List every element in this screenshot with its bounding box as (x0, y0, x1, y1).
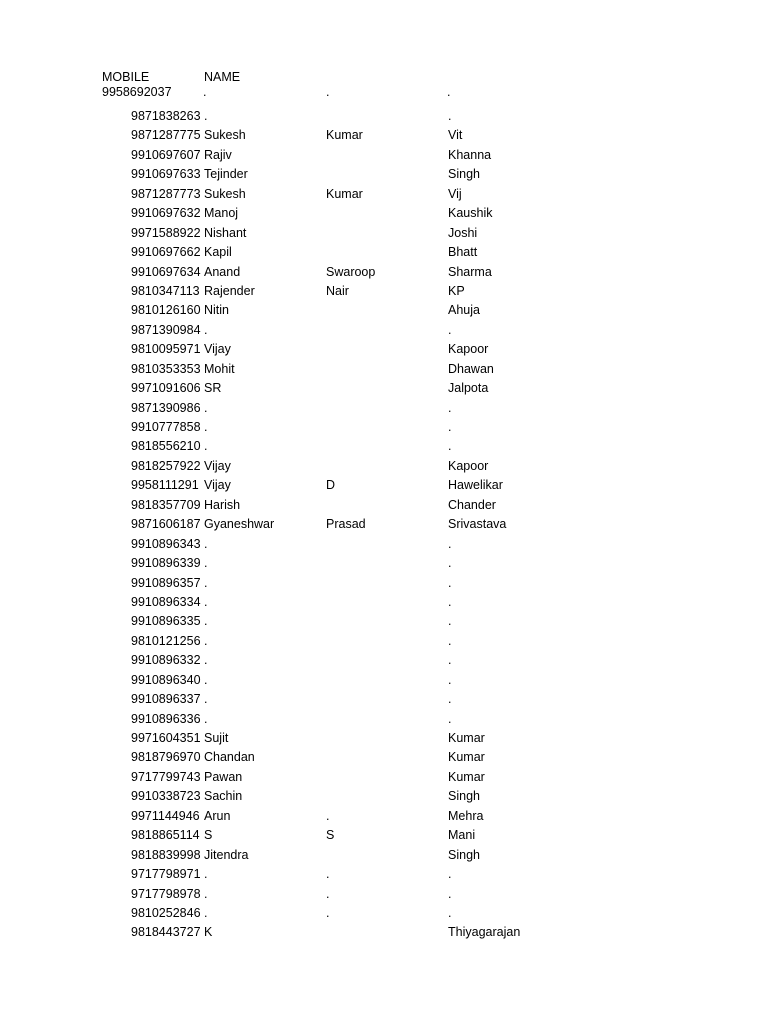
first-name-cell: . (204, 867, 208, 882)
mobile-cell: 9910896336 (131, 711, 201, 726)
mobile-cell: 9717799743 (131, 769, 201, 784)
mobile-cell: 9871838263 (131, 109, 201, 123)
last-name-cell: Singh (448, 789, 480, 804)
first-name-cell: . (204, 614, 208, 629)
first-name-cell: Kapil (204, 245, 232, 260)
last-name-cell: . (448, 653, 452, 668)
table-row (131, 418, 631, 437)
table-row (131, 165, 631, 184)
table-row (131, 748, 631, 767)
mobile-cell: 9871287775 (131, 128, 201, 143)
last-name-cell: . (448, 439, 452, 454)
mobile-cell: 9818443727 (131, 925, 201, 940)
table-row (131, 729, 631, 748)
last-name-cell: . (448, 672, 452, 687)
table-row (131, 885, 631, 904)
mobile-cell: 9818796970 (131, 750, 201, 765)
table-row (131, 710, 631, 729)
table-row (131, 807, 631, 826)
table-row (131, 826, 631, 845)
table-row (131, 593, 631, 612)
mobile-cell: 9910777858 (131, 420, 201, 434)
first-name-cell: Sachin (204, 789, 243, 804)
last-name-cell: . (448, 322, 452, 337)
table-row (131, 437, 631, 456)
mobile-cell: 9910896332 (131, 653, 201, 668)
mobile-cell: 9810252846 (131, 905, 201, 920)
last-name-cell: Kaushik (448, 206, 493, 221)
mobile-cell: 9910697632 (131, 206, 201, 221)
middle-name-cell: D (326, 478, 336, 493)
middle-name-cell: . (326, 867, 330, 882)
mobile-cell: 9717798978 (131, 886, 201, 901)
mobile-cell: 9910896343 (131, 536, 201, 551)
mobile-cell: 9818865114 (131, 828, 200, 843)
first-name-cell: Tejinder (204, 167, 248, 182)
last-name-cell: Bhatt (448, 245, 478, 260)
table-row (131, 554, 631, 573)
mobile-cell: 9910697662 (131, 245, 201, 260)
last-name-cell: Chander (448, 497, 496, 512)
table-row (131, 574, 631, 593)
mobile-cell: 9910697634 (131, 264, 201, 279)
mobile-cell: 9910896335 (131, 614, 201, 629)
mobile-cell: 9910896339 (131, 556, 201, 571)
first-name-cell: Arun (204, 808, 231, 823)
table-row (131, 301, 631, 320)
first-name-cell: . (204, 672, 208, 687)
table-row (131, 865, 631, 884)
first-name-cell: . (204, 594, 208, 609)
last-name-cell: Kumar (448, 769, 485, 784)
first-name-cell: Sukesh (204, 186, 246, 201)
mobile-cell: 9810126160 (131, 303, 201, 318)
last-name-cell: . (448, 575, 452, 590)
first-name-cell: Harish (204, 497, 241, 512)
middle-name-cell: . (326, 85, 330, 99)
last-name-cell: . (448, 692, 452, 707)
first-name-cell: . (204, 653, 208, 668)
first-name-cell: . (204, 400, 208, 415)
first-name-cell: . (204, 692, 208, 707)
table-row (131, 846, 631, 865)
first-name-cell: SR (204, 381, 222, 396)
table-row (131, 107, 631, 126)
table-row (131, 787, 631, 806)
last-name-cell: . (448, 905, 452, 920)
first-name-cell: . (204, 536, 208, 551)
last-name-cell: Mani (448, 828, 476, 843)
mobile-cell: 9871390986 (131, 400, 201, 415)
last-name-cell: Singh (448, 847, 480, 862)
first-name-cell: Gyaneshwar (204, 517, 275, 532)
last-name-cell: . (448, 886, 452, 901)
first-row (102, 85, 702, 100)
last-name-cell: Kumar (448, 750, 485, 765)
last-name-cell: Ahuja (448, 303, 480, 318)
middle-name-cell: . (326, 886, 330, 901)
mobile-cell: 9971091606 (131, 381, 201, 396)
middle-name-cell: S (326, 828, 335, 843)
mobile-cell: 9818839998 (131, 847, 201, 862)
first-name-cell: Vijay (204, 342, 231, 357)
last-name-cell: Kapoor (448, 342, 489, 357)
last-name-cell: . (448, 556, 452, 571)
mobile-cell: 9958692037 (102, 85, 172, 99)
mobile-cell: 9810095971 (131, 342, 201, 357)
table-row (131, 515, 631, 534)
first-name-cell: Nishant (204, 225, 247, 240)
last-name-cell: . (448, 633, 452, 648)
last-name-cell: Kapoor (448, 458, 489, 473)
first-name-cell: . (204, 633, 208, 648)
last-name-cell: Srivastava (448, 517, 507, 532)
contact-list (131, 107, 631, 943)
first-name-cell: Jitendra (204, 847, 249, 862)
mobile-cell: 9810121256 (131, 633, 201, 648)
last-name-cell: Jalpota (448, 381, 489, 396)
table-row (131, 476, 631, 495)
table-row (131, 612, 631, 631)
first-name-cell: . (204, 439, 208, 454)
first-name-cell: . (203, 85, 207, 99)
last-name-cell: . (448, 711, 452, 726)
first-name-cell: Sujit (204, 731, 229, 745)
table-row (131, 923, 631, 942)
first-name-cell: K (204, 925, 213, 940)
last-name-cell: . (447, 85, 451, 99)
mobile-cell: 9871390984 (131, 322, 201, 337)
last-name-cell: Thiyagarajan (448, 925, 521, 940)
mobile-cell: 9910697607 (131, 147, 201, 162)
table-row (131, 126, 631, 145)
first-name-cell: Mohit (204, 361, 235, 376)
last-name-cell: Singh (448, 167, 480, 182)
table-row (131, 690, 631, 709)
last-name-cell: . (448, 109, 452, 123)
table-row (131, 496, 631, 515)
mobile-cell: 9958111291 (131, 478, 199, 493)
table-row (131, 204, 631, 223)
table-row (131, 224, 631, 243)
mobile-cell: 9717798971 (131, 867, 201, 882)
last-name-cell: . (448, 420, 452, 434)
mobile-cell: 9818357709 (131, 497, 201, 512)
first-name-cell: S (204, 828, 213, 843)
last-name-cell: Joshi (448, 225, 478, 240)
first-name-cell: . (204, 711, 208, 726)
table-row (131, 282, 631, 301)
last-name-cell: . (448, 594, 452, 609)
mobile-cell: 9810353353 (131, 361, 201, 376)
middle-name-cell: Kumar (326, 186, 363, 201)
table-row (131, 360, 631, 379)
first-name-cell: Nitin (204, 303, 230, 318)
last-name-cell: . (448, 867, 452, 882)
last-name-cell: Hawelikar (448, 478, 503, 493)
table-row (131, 632, 631, 651)
last-name-cell: KP (448, 283, 465, 298)
mobile-cell: 9910697633 (131, 167, 201, 182)
table-row (131, 340, 631, 359)
middle-name-cell: Nair (326, 283, 349, 298)
last-name-cell: . (448, 614, 452, 629)
first-name-cell: . (204, 575, 208, 590)
first-name-cell: Anand (204, 264, 241, 279)
mobile-cell: 9971588922 (131, 225, 201, 240)
mobile-cell: 9910896337 (131, 692, 201, 707)
first-name-cell: Pawan (204, 769, 243, 784)
last-name-cell: Vit (448, 128, 463, 143)
table-row (131, 671, 631, 690)
first-name-cell: Vijay (204, 458, 231, 473)
first-name-cell: . (204, 905, 208, 920)
table-row (131, 768, 631, 787)
table-row (131, 904, 631, 923)
table-row (131, 146, 631, 165)
mobile-cell: 9818257922 (131, 458, 201, 473)
mobile-cell: 9871287773 (131, 186, 201, 201)
last-name-cell: Khanna (448, 147, 492, 162)
table-row (131, 399, 631, 418)
middle-name-cell: Swaroop (326, 264, 376, 279)
table-row (131, 535, 631, 554)
mobile-cell: 9810347113 (131, 283, 200, 298)
mobile-cell: 9971144946 (131, 808, 200, 823)
mobile-cell: 9910338723 (131, 789, 201, 804)
first-name-cell: Sukesh (204, 128, 246, 143)
mobile-cell: 9910896340 (131, 672, 201, 687)
mobile-cell: 9910896357 (131, 575, 201, 590)
table-row (131, 457, 631, 476)
first-name-cell: . (204, 420, 208, 434)
first-name-cell: Chandan (204, 750, 255, 765)
mobile-cell: 9910896334 (131, 594, 201, 609)
mobile-cell: 9871606187 (131, 517, 201, 532)
last-name-cell: Kumar (448, 731, 485, 745)
middle-name-cell: . (326, 808, 330, 823)
middle-name-cell: Prasad (326, 517, 366, 532)
table-row (131, 321, 631, 340)
last-name-cell: Vij (448, 186, 462, 201)
first-name-cell: . (204, 556, 208, 571)
first-name-cell: Manoj (204, 206, 239, 221)
first-name-cell: Rajiv (204, 147, 232, 162)
last-name-cell: Mehra (448, 808, 484, 823)
table-row (131, 651, 631, 670)
first-name-cell: Rajender (204, 283, 255, 298)
table-row (131, 379, 631, 398)
table-row (131, 243, 631, 262)
last-name-cell: . (448, 400, 452, 415)
first-name-cell: Vijay (204, 478, 231, 493)
mobile-cell: 9971604351 (131, 731, 201, 745)
mobile-cell: 9818556210 (131, 439, 201, 454)
middle-name-cell: . (326, 905, 330, 920)
last-name-cell: . (448, 536, 452, 551)
mobile-header: MOBILE (102, 70, 150, 84)
name-header: NAME (204, 70, 241, 84)
middle-name-cell: Kumar (326, 128, 363, 143)
last-name-cell: Dhawan (448, 361, 494, 376)
first-name-cell: . (204, 322, 208, 337)
table-row (131, 263, 631, 282)
first-name-cell: . (204, 886, 208, 901)
table-row (131, 185, 631, 204)
first-name-cell: . (204, 109, 208, 123)
last-name-cell: Sharma (448, 264, 492, 279)
